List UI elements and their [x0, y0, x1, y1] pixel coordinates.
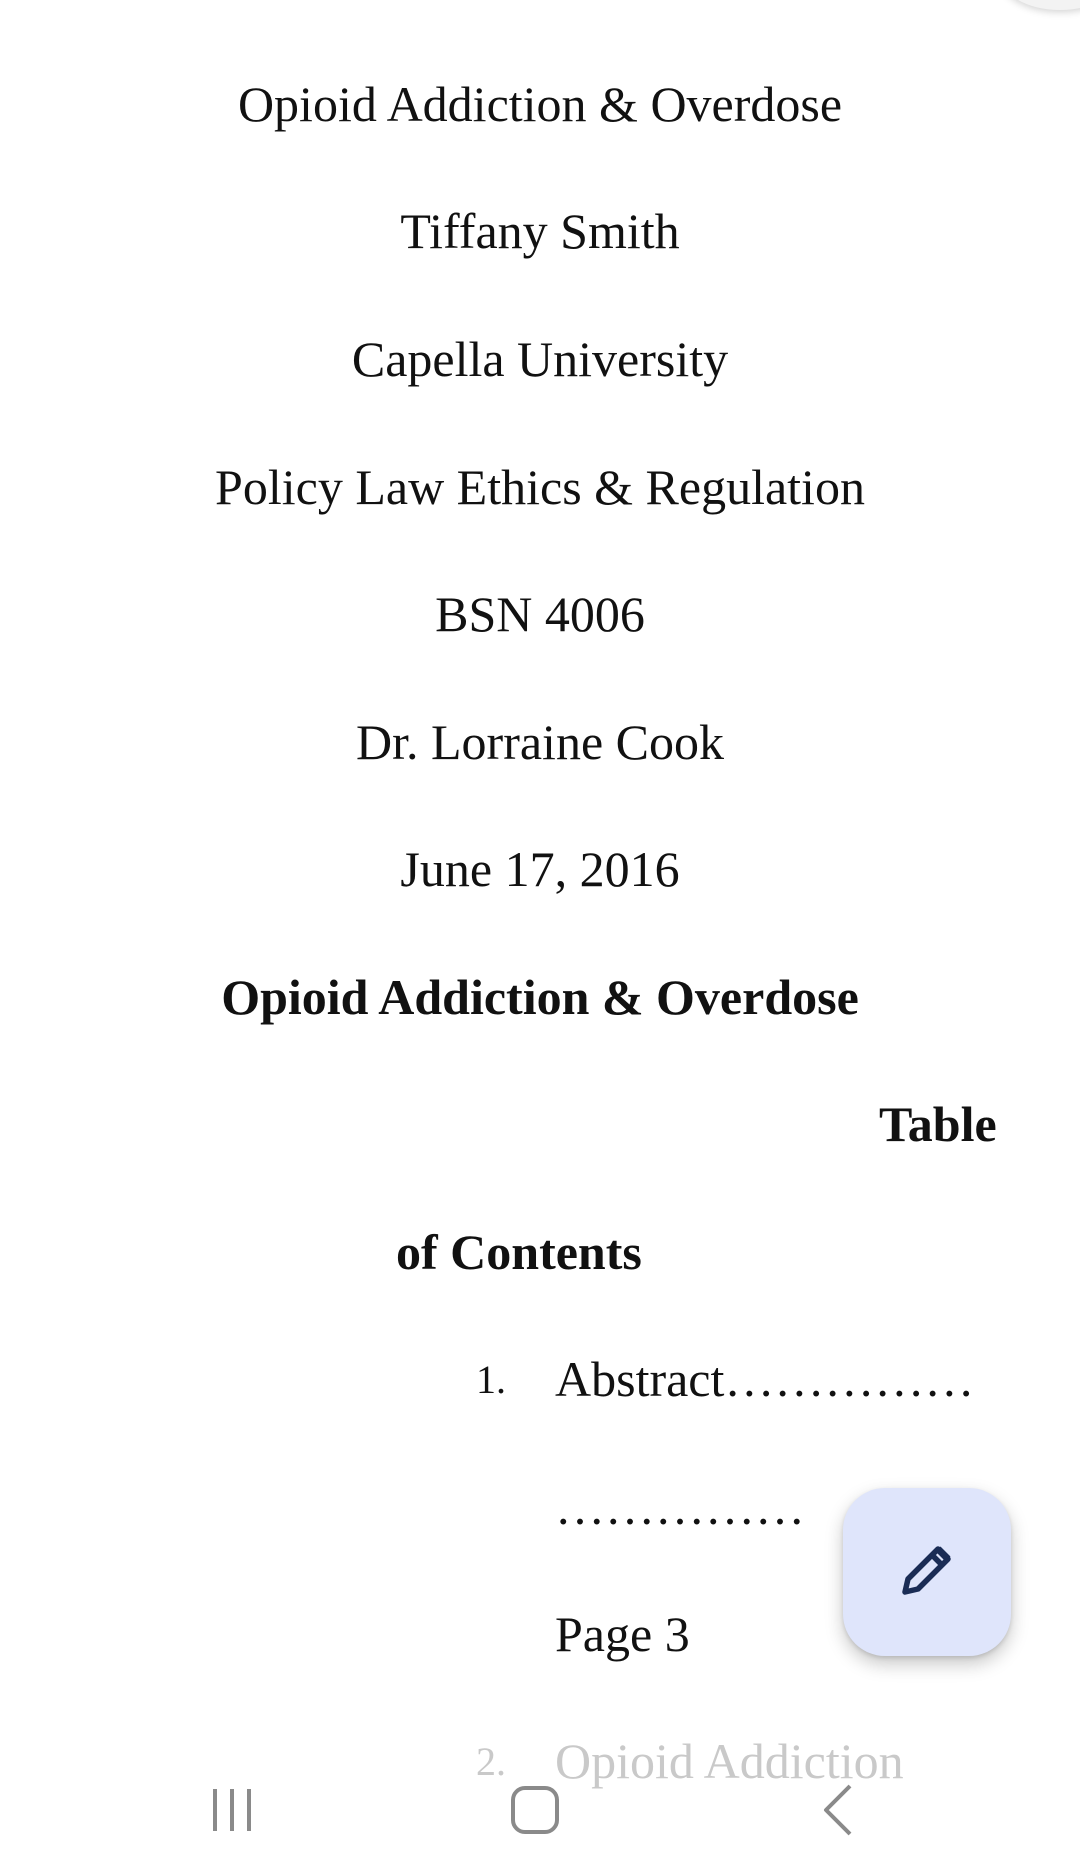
back-button[interactable]: [780, 1752, 900, 1872]
home-icon: [505, 1780, 565, 1845]
toc-item-number: 1.: [476, 1357, 506, 1402]
system-navigation-bar: [0, 1752, 1080, 1872]
toc-leader-dots: ……………: [555, 1479, 805, 1535]
title: Opioid Addiction & Overdose: [237, 76, 843, 132]
top-right-corner-control: [1000, 0, 1080, 10]
toc-item-label: Opioid Addiction: [555, 1733, 904, 1789]
author: Tiffany Smith: [400, 203, 680, 259]
back-icon: [810, 1780, 870, 1845]
recents-icon: [202, 1780, 262, 1845]
toc-heading-contents: of Contents: [396, 1224, 642, 1280]
document-heading: Opioid Addiction & Overdose: [221, 969, 859, 1025]
toc-leader-dots: ……………: [724, 1351, 975, 1407]
toc-heading-table: Table: [879, 1096, 997, 1152]
edit-button[interactable]: [843, 1488, 1011, 1656]
recents-button[interactable]: [172, 1752, 292, 1872]
instructor: Dr. Lorraine Cook: [356, 714, 724, 770]
course-code: BSN 4006: [435, 586, 645, 642]
toc-item-page: Page 3: [555, 1606, 690, 1662]
course-name: Policy Law Ethics & Regulation: [215, 459, 865, 515]
toc-item-label: Abstract……………: [555, 1351, 975, 1407]
institution: Capella University: [351, 331, 729, 387]
home-button[interactable]: [475, 1752, 595, 1872]
toc-item-number: 2.: [476, 1739, 506, 1784]
date: June 17, 2016: [400, 841, 680, 897]
pencil-icon: [895, 1538, 959, 1607]
